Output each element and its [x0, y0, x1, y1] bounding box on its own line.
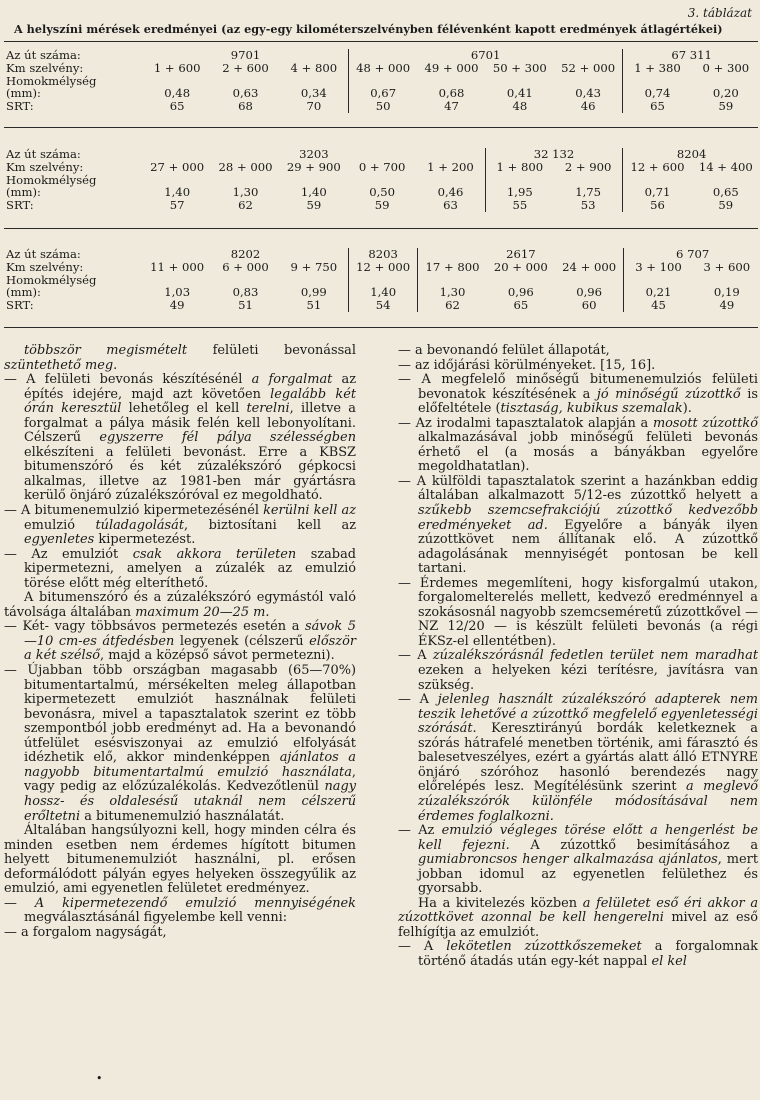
paragraph: — Két- vagy többsávos permetezés esetén a sávok 5—10 cm-es átfedésben legyenek (célszerű először a két szélső, majd a középső sávot permetezni). [4, 619, 356, 664]
paragraph: — A kipermetezendő emulzió mennyiségének megválasztásánál figyelembe kell venni: [4, 895, 356, 926]
paragraph: — Érdemes megemlíteni, hogy kisforgalmú utakon, forgalomelterelés mellett, kedvező eredménnyel a szokásosnál nagyobb szemcseméretű zúzottkővel — NZ 12/20 — is készült felületi bevonás (a régi ÉKSz-el ellentétben). [398, 575, 758, 649]
paragraph: — A zúzalékszórásnál fedetlen terület nem maradhat ezeken a helyeken kézi terítésre, javításra van szükség. [398, 648, 758, 693]
measurement-table [4, 248, 760, 312]
km-value-row [143, 161, 485, 174]
table-bottom-rule [4, 327, 758, 328]
srt-value-cell: 59 [718, 198, 734, 213]
km-value-cell: 24 + 000 [562, 259, 617, 274]
paragraph: — Az emulziót csak akkora területen szabad kipermetezni, amelyen a zúzalék az emulzió törése előtt még elteríthető. [4, 546, 357, 591]
srt-value-cell: 45 [651, 298, 666, 313]
km-value-cell: 0 + 300 [702, 60, 750, 75]
sand-depth-cell: 1,40 [300, 185, 327, 200]
row-label: Az út száma: [6, 48, 81, 62]
sand-depth-cell: 1,40 [370, 285, 397, 300]
srt-value-cell: 57 [169, 198, 185, 213]
srt-value-cell: 68 [238, 99, 253, 114]
srt-value-cell: 46 [580, 99, 596, 114]
paragraph: — A megfelelő minőségű bitumenemulziós felületi bevonatok készítésének a jó minőségű zúzottkő is előfeltétele (tisztaság, kubikus szemalak). [398, 372, 758, 417]
row-label: SRT: [6, 298, 34, 313]
srt-value-cell: 49 [169, 298, 185, 313]
table-row [4, 248, 760, 312]
km-value-cell: 6 + 000 [222, 259, 269, 274]
table-block-1 [4, 49, 756, 113]
measurement-table [4, 148, 760, 212]
row-label: Km szelvény: [6, 159, 84, 174]
km-value-cell: 27 + 000 [150, 159, 205, 174]
sand-depth-cell: 0,48 [164, 86, 191, 101]
srt-value-row [624, 299, 760, 312]
paragraph: — Az emulzió végleges törése előtt a hengerlést be kell fejezni. A zúzottkő besimításához a gumiabroncsos henger alkalmazása ajánlatos, mert jobban idomul az egyenetlen felülethez és gyorsabb. [398, 823, 759, 897]
sand-depth-cell: 0,65 [712, 185, 739, 200]
km-value-row [143, 261, 348, 274]
km-value-cell: 20 + 000 [493, 259, 548, 274]
km-value-cell: 50 + 300 [492, 60, 547, 75]
paragraph: Ha a kivitelezés közben a felületet eső éri akkor a zúzottkövet azonnal be kell hengerelni mivel az eső felhígítja az emulziót. [398, 895, 759, 940]
srt-value-cell: 70 [306, 99, 322, 114]
road-group [623, 148, 760, 212]
sand-depth-cell: 0,96 [507, 285, 534, 300]
row-spacer [623, 75, 760, 88]
sand-depth-cell: 0,21 [645, 285, 672, 300]
road-number: 9701 [230, 48, 261, 62]
row-labels [4, 248, 143, 312]
road-group [418, 248, 624, 312]
srt-value-cell: 65 [169, 99, 185, 114]
sand-depth-cell: 0,68 [438, 86, 465, 101]
paragraph: — Az irodalmi tapasztalatok alapján a mosott zúzottkő alkalmazásával jobb minőségű felületi bevonás érhető el (a mosás a bányákban egyelőre megoldhatatlan). [398, 415, 758, 475]
row-labels [4, 49, 143, 113]
row-spacer [623, 174, 760, 187]
row-label: (mm): [6, 285, 41, 300]
measurement-table [4, 49, 760, 113]
row-label: Km szelvény: [6, 259, 84, 274]
row-label: Az út száma: [6, 247, 81, 261]
row-label: Km szelvény: [6, 60, 84, 75]
km-value-row [624, 261, 760, 274]
sand-depth-row [623, 186, 760, 199]
sand-depth-cell: 0,43 [575, 86, 602, 101]
row-label: Homokmélység [6, 73, 97, 88]
km-value-cell: 17 + 800 [425, 259, 480, 274]
table-title: A helyszíni mérések eredményei (az egy-egy kilométerszelvényben félévenként kapott eredmények átlagértékei) [14, 22, 723, 36]
srt-value-row [418, 299, 623, 312]
km-value-cell: 11 + 000 [150, 259, 205, 274]
sand-depth-cell: 0,67 [370, 86, 397, 101]
sand-depth-cell: 0,74 [644, 86, 671, 101]
srt-value-cell: 59 [374, 198, 390, 213]
road-group [349, 49, 623, 113]
km-value-cell: 29 + 900 [286, 159, 341, 174]
paragraph: — Újabban több országban magasabb (65—70%) bitumentartalmú, mérsékelten meleg állapotban kipermetezett emulziót használnak felületi bevonásra, mivel a tapasztalatok szerint ez több szempontból jobb eredményt ad. Ha a bevonandó útfelület esésviszonyai az emulzió elfolyását idézhetik elő, akkor mindenképpen ajánlatos a nagyobb bitumentartalmú emulzió használata, vagy pedig az előzúzalékolás. Kedvezőtlenül nagy hossz- és oldalesésű utaknál nem célszerű erőltetni a bitumenemulzió használatát. [4, 663, 356, 824]
sand-depth-cell: 0,83 [232, 285, 259, 300]
km-value-cell: 2 + 900 [564, 159, 612, 174]
sand-depth-cell: 0,71 [644, 185, 671, 200]
srt-value-row [486, 199, 623, 212]
road-group [624, 248, 760, 312]
road-group [485, 148, 623, 212]
road-group [143, 148, 485, 212]
row-label: (mm): [6, 185, 41, 200]
srt-value-cell: 47 [444, 99, 459, 114]
road-number: 8202 [230, 247, 261, 261]
sand-depth-cell: 0,99 [300, 285, 327, 300]
km-value-cell: 14 + 400 [698, 159, 753, 174]
paragraph: többször megismételt felületi bevonással szüntethető meg. [4, 343, 356, 373]
paragraph: — A felületi bevonás készítésénél a forgalmat az építés idejére, majd azt követően legalább két órán keresztül lehetőleg el kell terelni, illetve a forgalmat a pálya másik felén kell lebonyolítani. Célszerű egyszerre fél pálya szélességben elkészíteni a felületi bevonást. Erre a KBSZ bitumenszóró és két zúzalékszóró gépkocsi alkalmas, illetve az 1981-ben már gyártásra kerülő önjáró zúzalékszóróval ez megoldható. [4, 372, 357, 504]
srt-value-cell: 62 [238, 198, 253, 213]
table-block-3 [4, 248, 756, 312]
sand-depth-row [486, 186, 623, 199]
table-row [4, 49, 760, 113]
row-labels [4, 148, 143, 212]
km-value-cell: 9 + 750 [290, 259, 338, 274]
km-value-cell: 1 + 200 [427, 159, 474, 174]
srt-value-cell: 59 [306, 198, 322, 213]
sand-depth-cell: 0,96 [576, 285, 603, 300]
sand-depth-cell: 0,20 [712, 86, 739, 101]
sand-depth-cell: 1,30 [232, 185, 259, 200]
km-value-cell: 0 + 700 [358, 159, 406, 174]
srt-value-cell: 49 [719, 298, 735, 313]
srt-value-cell: 59 [718, 99, 734, 114]
srt-value-cell: 48 [512, 99, 528, 114]
srt-value-cell: 56 [650, 198, 665, 213]
paragraph: — a forgalom nagyságát, [4, 924, 167, 940]
sand-depth-cell: 0,50 [369, 185, 396, 200]
road-group [143, 49, 349, 113]
table-rule-1 [4, 127, 758, 128]
km-value-cell: 1 + 380 [634, 60, 681, 75]
road-number: 3203 [299, 147, 329, 161]
srt-value-cell: 65 [650, 99, 665, 114]
road-number: 8204 [676, 147, 707, 161]
srt-value-cell: 51 [306, 298, 322, 313]
road-number: 2617 [506, 247, 536, 261]
srt-value-row [623, 100, 760, 113]
road-number: 32 132 [533, 147, 575, 161]
sand-depth-cell: 0,19 [713, 285, 740, 300]
km-value-cell: 1 + 600 [153, 60, 201, 75]
srt-value-cell: 60 [581, 298, 597, 313]
row-label: SRT: [6, 99, 34, 114]
text-column-right [398, 344, 758, 970]
km-value-cell: 1 + 800 [496, 159, 544, 174]
km-value-cell: 3 + 600 [703, 259, 751, 274]
table-block-2 [4, 148, 756, 212]
road-group [143, 248, 349, 312]
srt-value-row [623, 199, 760, 212]
srt-value-cell: 62 [445, 298, 460, 313]
sand-depth-row [623, 87, 760, 100]
paragraph: — A lekötetlen zúzottkőszemeket a forgalomnak történő átadás után egy-két nappal el kel [398, 939, 758, 969]
km-value-cell: 28 + 000 [218, 159, 273, 174]
sand-depth-row [624, 286, 760, 299]
km-value-cell: 2 + 600 [222, 60, 269, 75]
srt-value-cell: 50 [375, 99, 391, 114]
sand-depth-cell: 1,03 [164, 285, 191, 300]
km-value-row [418, 261, 623, 274]
paragraph: A bitumenszóró és a zúzalékszóró egymástól való távolsága általában maximum 20—25 m. [4, 590, 356, 620]
sand-depth-cell: 0,41 [506, 86, 533, 101]
row-label: Homokmélység [6, 172, 97, 187]
row-label: (mm): [6, 86, 41, 101]
text-column-left [4, 344, 356, 940]
row-label: Homokmélység [6, 272, 97, 287]
km-value-cell: 48 + 000 [356, 60, 411, 75]
km-value-cell: 4 + 800 [290, 60, 338, 75]
srt-value-row [349, 299, 417, 312]
road-group [623, 49, 760, 113]
km-value-row [143, 62, 348, 75]
srt-value-row [143, 100, 348, 113]
km-value-row [623, 161, 760, 174]
print-speck: • [96, 1072, 103, 1085]
sand-depth-cell: 0,46 [437, 185, 464, 200]
table-top-rule [4, 41, 758, 42]
km-value-cell: 49 + 000 [424, 60, 479, 75]
row-label: SRT: [6, 198, 34, 213]
road-number: 6 707 [676, 247, 710, 261]
km-value-row [349, 261, 417, 274]
srt-value-row [349, 100, 622, 113]
road-number: 8203 [368, 247, 398, 261]
table-number: 3. táblázat [687, 6, 752, 20]
km-value-row [486, 161, 623, 174]
srt-value-row [143, 299, 348, 312]
srt-value-row [143, 199, 485, 212]
srt-value-cell: 63 [443, 198, 458, 213]
table-row [4, 148, 760, 212]
sand-depth-cell: 1,40 [164, 185, 191, 200]
srt-value-cell: 51 [238, 298, 253, 313]
srt-value-cell: 53 [580, 198, 596, 213]
srt-value-cell: 65 [513, 298, 529, 313]
srt-value-cell: 54 [375, 298, 391, 313]
km-value-row [623, 62, 760, 75]
srt-value-cell: 55 [512, 198, 528, 213]
km-value-cell: 52 + 000 [561, 60, 616, 75]
table-rule-2 [4, 228, 758, 229]
road-group [349, 248, 418, 312]
road-number: 6701 [470, 48, 501, 62]
road-number: 67 311 [671, 48, 712, 62]
km-value-cell: 12 + 000 [356, 259, 411, 274]
sand-depth-cell: 0,34 [300, 86, 327, 101]
sand-depth-cell: 1,30 [439, 285, 466, 300]
paragraph: Általában hangsúlyozni kell, hogy minden célra és minden esetben nem érdemes hígított bitumen helyett bitumenemulziót használni, pl. erősen deformálódott pályán egyes helyeken összegyűlik az emulzió, ami egyenetlen felületet eredményez. [4, 823, 356, 897]
paragraph: — a bevonandó felület állapotát, [398, 343, 610, 358]
km-value-row [349, 62, 622, 75]
sand-depth-cell: 1,75 [575, 185, 602, 200]
paragraph: — A külföldi tapasztalatok szerint a hazánkban eddig általában alkalmazott 5/12-es zúzottkő helyett a szűkebb szemcsefrakciójú zúzottkő kedvezőbb eredményeket ad. Egyelőre a bányák ilyen zúzottkövet nem állítanak elő. A zúzottkő adagolásának mennyiségét pontosan be kell tartani. [398, 473, 758, 577]
sand-depth-cell: 0,63 [232, 86, 259, 101]
km-value-cell: 12 + 600 [630, 159, 685, 174]
row-label: Az út száma: [6, 147, 81, 161]
sand-depth-cell: 1,95 [506, 185, 533, 200]
paragraph: — A jelenleg használt zúzalékszóró adapterek nem teszik lehetővé a zúzottkő megfelelő egyenletességi szórását. Keresztirányú bordák keletkeznek a szórás hátrafelé menetben történik, ami fárasztó és balesetveszélyes, ezért a gyártás alatt álló ETNYRE önjáró szóróhoz hasonló berendezés nagy előrelépés lesz. Megítélésünk szerint a meglevő zúzalékszórók különféle módosításával nem érdemes foglalkozni. [398, 692, 759, 824]
paragraph: — A bitumenemulzió kipermetezésénél kerülni kell az emulzió túladagolását, biztosítani kell az egyenletes kipermetezést. [4, 503, 356, 548]
km-value-cell: 3 + 100 [635, 259, 682, 274]
paragraph: — az időjárási körülményeket. [15, 16]. [398, 357, 656, 373]
